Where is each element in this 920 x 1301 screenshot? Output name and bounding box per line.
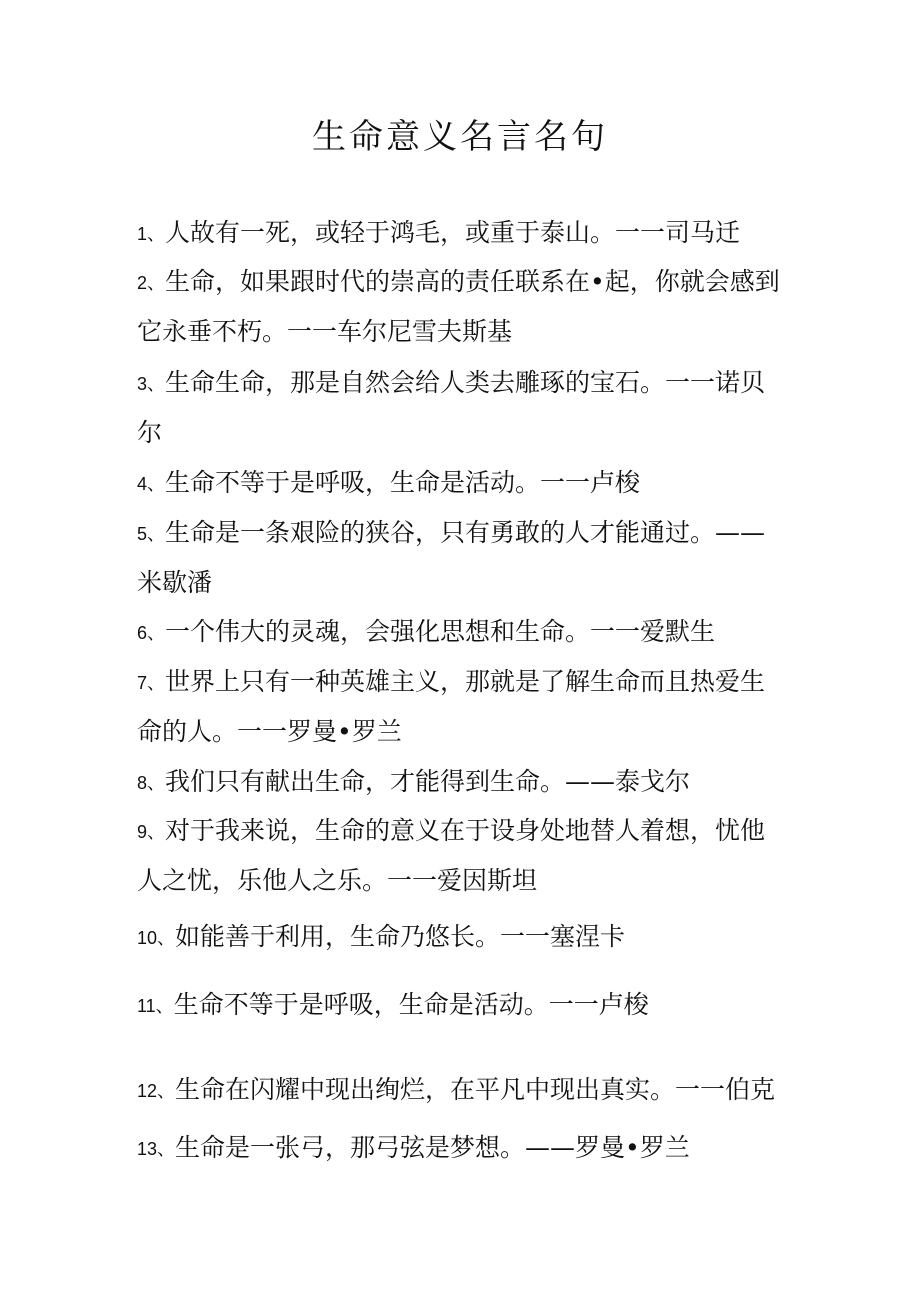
quote-line xyxy=(137,463,640,503)
quote-text: 尔 xyxy=(137,418,163,447)
quote-line xyxy=(137,985,649,1025)
quote-text: 米歇潘 xyxy=(137,568,213,597)
quote-line xyxy=(137,917,625,957)
quote-text: 生命不等于是呼吸，生命是活动。一一卢梭 xyxy=(165,468,641,497)
quote-number: 5、 xyxy=(137,524,166,544)
quote-line xyxy=(137,811,765,851)
quote-number: 7、 xyxy=(137,673,166,693)
quote-number: 4、 xyxy=(137,474,166,494)
quote-text: 生命，如果跟时代的崇高的责任联系在•起，你就会感到 xyxy=(165,267,780,296)
quote-number: 1、 xyxy=(137,224,166,244)
quote-line xyxy=(137,662,765,702)
quote-text: 如能善于利用，生命乃悠长。一一塞涅卡 xyxy=(175,922,626,951)
quote-number: 8、 xyxy=(137,773,166,793)
quote-number: 13、 xyxy=(137,1139,176,1159)
quote-number: 9、 xyxy=(137,822,166,842)
quote-number: 3、 xyxy=(137,374,166,394)
quote-line xyxy=(137,213,740,253)
quote-text: 命的人。一一罗曼•罗兰 xyxy=(137,717,402,746)
quote-line-continued xyxy=(137,861,537,901)
quote-line xyxy=(137,363,765,403)
quote-text: 生命生命，那是自然会给人类去雕琢的宝石。一一诺贝 xyxy=(165,368,766,397)
quote-line xyxy=(137,1070,775,1110)
quote-line-continued xyxy=(137,312,512,352)
quote-line xyxy=(137,513,765,553)
quote-number: 6、 xyxy=(137,623,166,643)
page-title: 生命意义名言名句 xyxy=(312,117,608,157)
quote-text: 我们只有献出生命，才能得到生命。——泰戈尔 xyxy=(165,767,691,796)
quote-text: 生命不等于是呼吸，生命是活动。一一卢梭 xyxy=(173,990,649,1019)
quote-text: 生命在闪耀中现出绚烂，在平凡中现出真实。一一伯克 xyxy=(175,1075,776,1104)
quote-text: 一个伟大的灵魂，会强化思想和生命。一一爱默生 xyxy=(165,617,716,646)
quote-text: 对于我来说，生命的意义在于设身处地替人着想，忧他 xyxy=(165,816,766,845)
quote-text: 人故有一死，或轻于鸿毛，或重于泰山。一一司马迁 xyxy=(165,218,741,247)
quote-line-continued xyxy=(137,712,402,752)
quote-number: 2、 xyxy=(137,273,166,293)
quote-line xyxy=(137,1128,690,1168)
quote-text: 世界上只有一种英雄主义，那就是了解生命而且热爱生 xyxy=(165,667,766,696)
quote-number: 11、 xyxy=(137,996,174,1016)
quote-text: 生命是一张弓，那弓弦是梦想。——罗曼•罗兰 xyxy=(175,1133,690,1162)
quote-line xyxy=(137,612,715,652)
quote-text: 它永垂不朽。一一车尔尼雪夫斯基 xyxy=(137,317,513,346)
quote-text: 人之忧，乐他人之乐。一一爱因斯坦 xyxy=(137,866,538,895)
quote-line xyxy=(137,762,690,802)
quote-number: 10、 xyxy=(137,928,176,948)
quote-line-continued xyxy=(137,563,212,603)
quote-text: 生命是一条艰险的狭谷，只有勇敢的人才能通过。—— xyxy=(165,518,766,547)
quote-line-continued xyxy=(137,413,162,453)
quote-number: 12、 xyxy=(137,1081,176,1101)
quote-line xyxy=(137,262,780,302)
